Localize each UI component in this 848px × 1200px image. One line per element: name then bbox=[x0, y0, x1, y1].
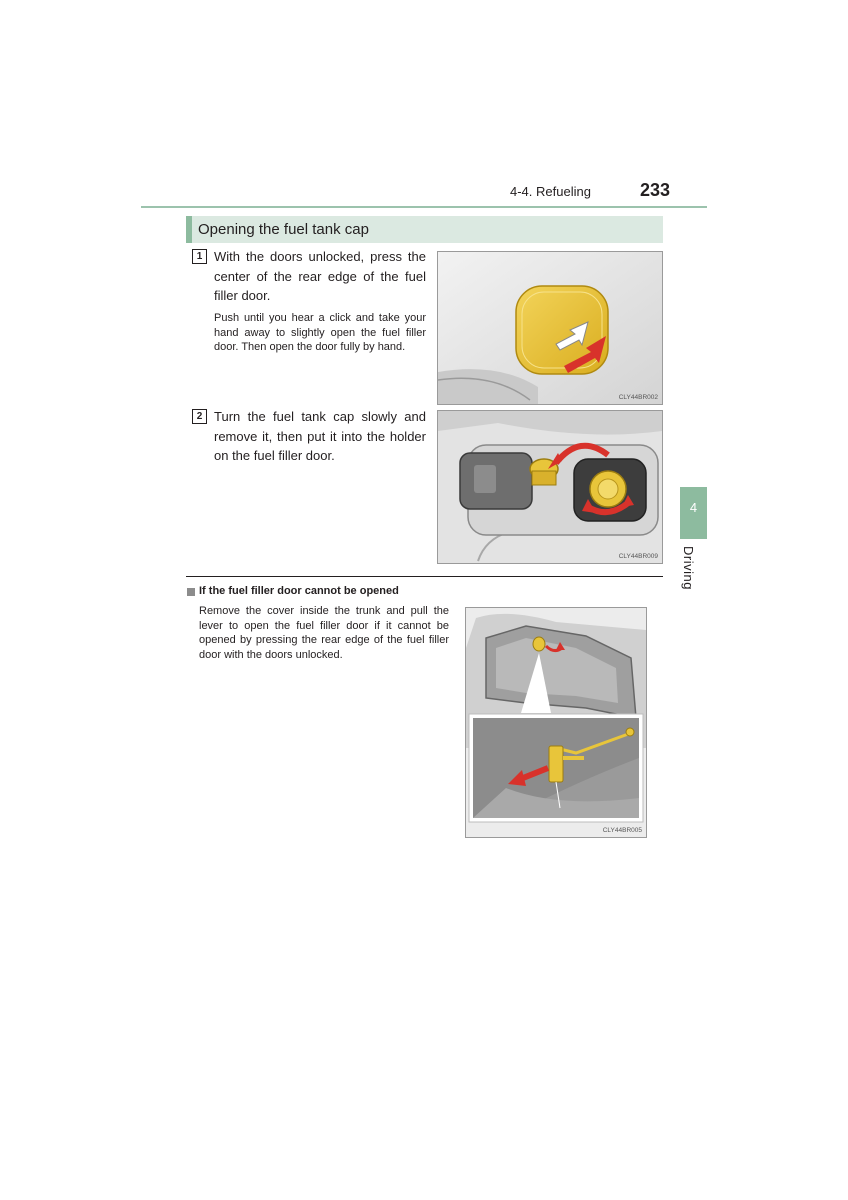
figure-trunk-lever bbox=[465, 607, 647, 838]
step-1-note: Push until you hear a click and take your hand away to slightly open the fuel filler door. Then open the door fully by hand. bbox=[214, 312, 426, 353]
fuel-filler-door-illustration bbox=[438, 252, 662, 404]
page-number: 233 bbox=[640, 180, 671, 200]
header-rule bbox=[141, 206, 707, 208]
subsection-title: If the fuel filler door cannot be opened bbox=[199, 585, 399, 597]
step-1-number: 1 bbox=[192, 249, 207, 264]
subsection-text: Remove the cover inside the trunk and pull the lever to open the fuel filler door if it cannot be opened by pressing the rear edge of the fuel filler door with the doors unlocked. bbox=[199, 605, 449, 661]
section-divider bbox=[186, 576, 663, 577]
step-2-text: Turn the fuel tank cap slowly and remove it, then put it into the holder on the fuel filler door. bbox=[214, 409, 426, 463]
figure-code: CLY44BR002 bbox=[618, 394, 658, 401]
step-1-text: With the doors unlocked, press the center of the rear edge of the fuel filler door. bbox=[214, 249, 426, 303]
chapter-tab-label: Driving bbox=[681, 546, 696, 590]
fuel-tank-cap-illustration bbox=[438, 411, 662, 563]
step-2-number: 2 bbox=[192, 409, 207, 424]
figure-code: CLY44BR005 bbox=[602, 827, 642, 834]
trunk-lever-illustration bbox=[466, 608, 646, 837]
section-title: Opening the fuel tank cap bbox=[198, 221, 369, 238]
running-header-section: 4-4. Refueling bbox=[510, 184, 591, 199]
figure-fuel-tank-cap bbox=[437, 410, 663, 564]
figure-code: CLY44BR009 bbox=[618, 553, 658, 560]
subsection-bullet bbox=[187, 588, 195, 596]
figure-fuel-filler-door bbox=[437, 251, 663, 405]
chapter-tab-number: 4 bbox=[689, 500, 698, 515]
